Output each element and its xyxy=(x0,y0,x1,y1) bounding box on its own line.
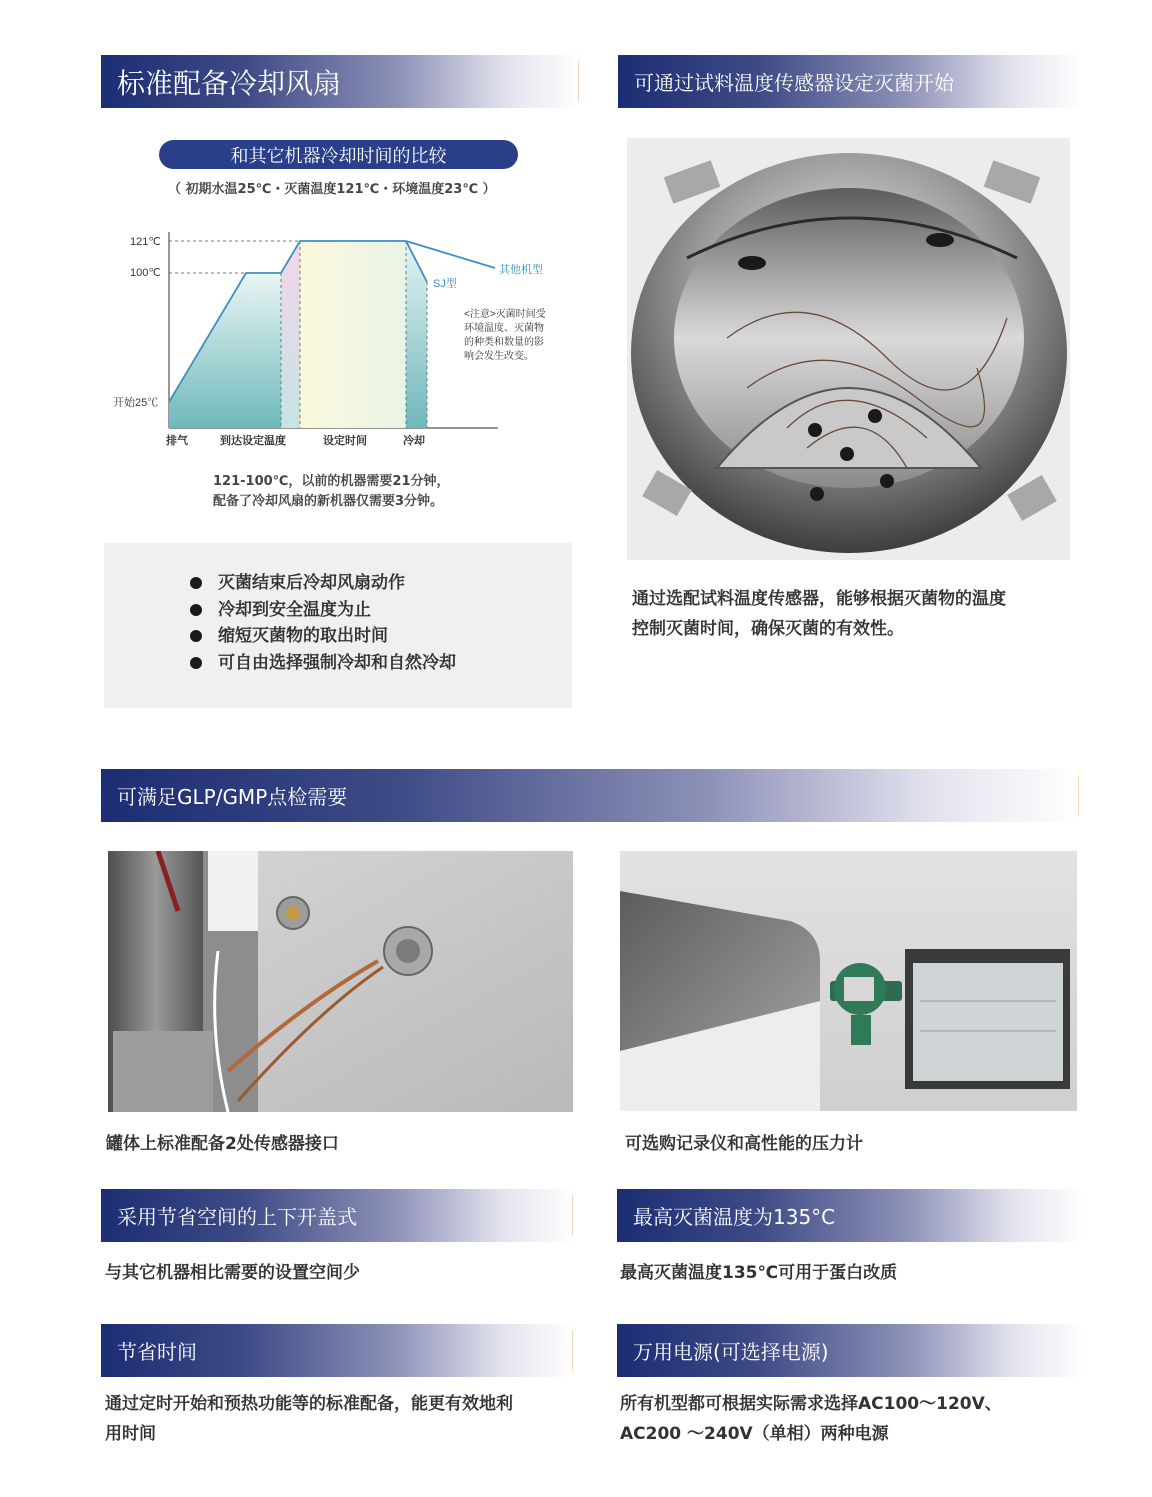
chart-conditions: （ 初期水温25℃・灭菌温度121℃・环境温度23℃ ） xyxy=(168,182,496,197)
recorder-photo xyxy=(620,851,1077,1111)
sensor-caption-line-2: 控制灭菌时间，确保灭菌的有效性。 xyxy=(632,619,904,639)
header-space-saving-title: 采用节省空间的上下开盖式 xyxy=(117,1205,357,1229)
bullet-dot-icon xyxy=(190,657,202,669)
annotation-line-4: 响会发生改变。 xyxy=(464,351,534,362)
header-cooling-fan xyxy=(101,55,579,108)
header-time-saving-title: 节省时间 xyxy=(117,1340,197,1364)
sensor-port-photo xyxy=(108,851,573,1112)
x-label-cool: 冷却 xyxy=(403,435,425,447)
x-label-exhaust: 排气 xyxy=(166,435,188,447)
annotation-line-1: <注意>灭菌时间受 xyxy=(464,309,546,320)
space-saving-text: 与其它机器相比需要的设置空间少 xyxy=(105,1263,360,1283)
series-label-sj: SJ型 xyxy=(433,278,457,290)
time-saving-line-2: 用时间 xyxy=(105,1424,156,1444)
header-power-title: 万用电源(可选择电源) xyxy=(633,1340,829,1364)
header-max-temp xyxy=(617,1189,1083,1242)
bullet-item: 灭菌结束后冷却风扇动作 xyxy=(190,570,456,597)
time-saving-text xyxy=(105,1389,513,1449)
time-saving-line-1: 通过定时开始和预热功能等的标准配备，能更有效地利 xyxy=(105,1394,513,1414)
chart-note-line-2: 配备了冷却风扇的新机器仅需要3分钟。 xyxy=(213,494,444,509)
power-text xyxy=(620,1389,1002,1449)
bullet-item: 冷却到安全温度为止 xyxy=(190,597,456,624)
header-edge xyxy=(572,1195,573,1236)
bullet-dot-icon xyxy=(190,604,202,616)
cooling-chart xyxy=(100,222,580,462)
chart-note-line-1: 121-100℃，以前的机器需要21分钟， xyxy=(213,474,450,489)
bullet-dot-icon xyxy=(190,577,202,589)
x-label-reach: 到达设定温度 xyxy=(220,435,286,447)
header-time-saving xyxy=(101,1324,573,1377)
bullet-item: 缩短灭菌物的取出时间 xyxy=(190,623,456,650)
header-edge xyxy=(572,1330,573,1371)
annotation-line-2: 环境温度、灭菌物 xyxy=(464,323,544,334)
chart-title: 和其它机器冷却时间的比较 xyxy=(230,145,447,167)
chart-note xyxy=(213,472,450,512)
annotation-line-3: 的种类和数量的影 xyxy=(464,337,544,348)
series-label-other: 其他机型 xyxy=(499,264,543,276)
x-label-set: 设定时间 xyxy=(323,435,367,447)
header-glp-gmp-title: 可满足GLP/GMP点检需要 xyxy=(117,785,348,809)
bullet-dot-icon xyxy=(190,630,202,642)
area-heating xyxy=(169,273,281,428)
header-sensor xyxy=(618,55,1082,108)
header-power xyxy=(617,1324,1083,1377)
feature-bullets xyxy=(104,543,572,708)
header-space-saving xyxy=(101,1189,573,1242)
power-line-1: 所有机型都可根据实际需求选择AC100～120V、 xyxy=(620,1394,1002,1414)
sensor-caption-line-1: 通过选配试料温度传感器，能够根据灭菌物的温度 xyxy=(632,589,1006,609)
power-line-2: AC200 ～240V（单相）两种电源 xyxy=(620,1424,889,1444)
area-cooling-sj xyxy=(406,241,427,428)
header-edge xyxy=(1078,775,1079,816)
y-tick-25: 开始25℃ xyxy=(113,397,159,409)
header-edge xyxy=(578,61,579,102)
max-temp-text: 最高灭菌温度135℃可用于蛋白改质 xyxy=(620,1263,898,1283)
port-caption: 罐体上标准配备2处传感器接口 xyxy=(106,1134,339,1154)
header-cooling-fan-title: 标准配备冷却风扇 xyxy=(117,66,342,100)
chart-title-pill xyxy=(159,140,518,169)
sensor-caption xyxy=(632,584,1006,644)
y-tick-121: 121℃ xyxy=(130,236,161,248)
bullet-item: 可自由选择强制冷却和自然冷却 xyxy=(190,650,456,677)
recorder-caption: 可选购记录仪和高性能的压力计 xyxy=(625,1134,863,1154)
y-tick-100: 100℃ xyxy=(130,267,161,279)
line-other xyxy=(406,241,495,268)
header-glp-gmp xyxy=(101,769,1079,822)
header-max-temp-title: 最高灭菌温度为135°C xyxy=(633,1205,836,1229)
chamber-photo xyxy=(627,138,1070,560)
area-hold xyxy=(300,241,406,428)
header-sensor-title: 可通过试料温度传感器设定灭菌开始 xyxy=(634,71,954,95)
